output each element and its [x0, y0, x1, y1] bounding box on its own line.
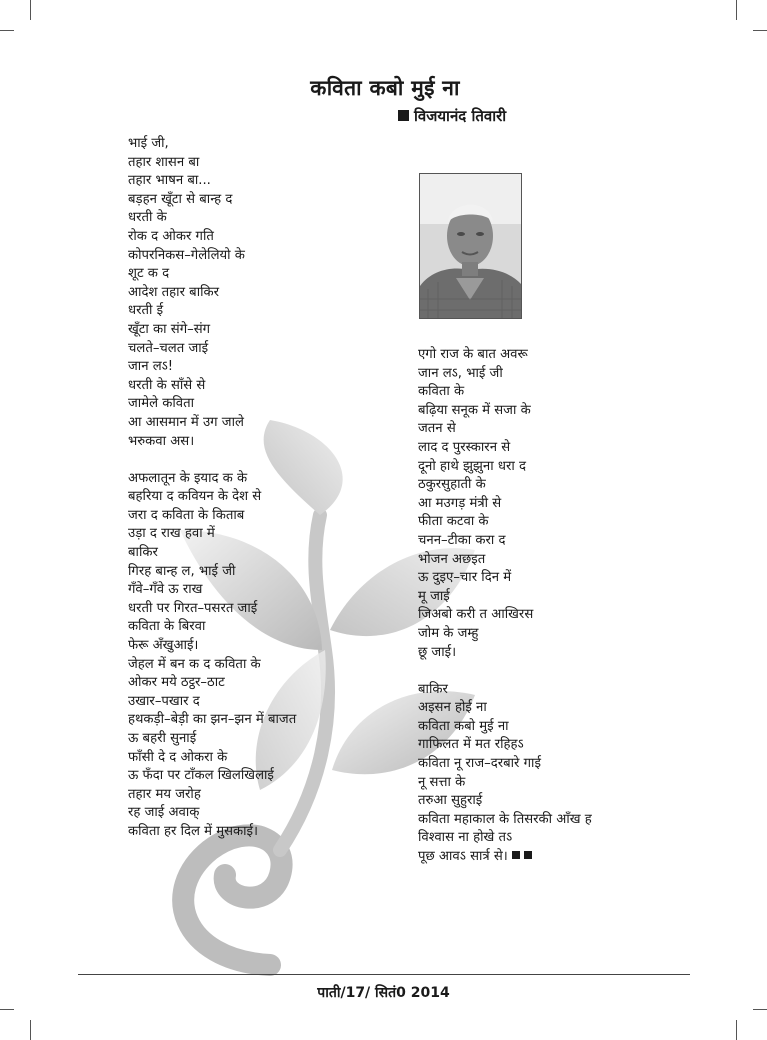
crop-mark	[30, 1020, 31, 1040]
poem-line: चलते–चलत जाई	[128, 340, 209, 356]
poem-line: तरुआ सुहुराई	[418, 793, 483, 809]
end-mark-icon	[512, 851, 520, 859]
poem-line: ओकर मये ठट्ठर–ठाट	[128, 675, 225, 691]
poem-line: दूनो हाथे झुझुना धरा द	[418, 458, 526, 474]
poem-line: धरती ई	[128, 303, 164, 319]
poem-line: बढ़िया सनूक में सजा के	[418, 402, 531, 418]
stanza	[128, 470, 296, 842]
poem-line: जतन से	[418, 421, 456, 437]
poem-line: खूँटा का संगे–संग	[128, 321, 211, 337]
poem-line: लाद द पुरस्कारन से	[418, 439, 511, 455]
poem-line: फाँसी दे द ओकरा के	[128, 749, 228, 765]
author-byline	[398, 106, 506, 126]
poem-line	[418, 848, 592, 867]
poem-line: रोक द ओकर गति	[128, 228, 214, 244]
poem-line: तहार मय जरोह	[128, 786, 201, 802]
stanza	[418, 346, 592, 662]
portrait-image	[420, 174, 521, 318]
page-footer: पाती/17/ सितं0 2014	[317, 985, 450, 1001]
poem-line: जान लऽ!	[128, 359, 174, 375]
bullet-square-icon	[398, 110, 409, 121]
poem-line: धरती के साँसे से	[128, 377, 206, 393]
poem-line: कविता के बिरवा	[128, 619, 206, 635]
poem-line: ऊ फँदा पर टाँकल खिलखिलाई	[128, 768, 274, 784]
poem-line: फीता कटवा के	[418, 514, 489, 530]
crop-mark	[30, 0, 31, 20]
poem-line: कविता हर दिल में मुसकाई।	[128, 823, 259, 839]
poem-line: आदेश तहार बाकिर	[128, 284, 220, 300]
poem-line: नू सत्ता के	[418, 774, 466, 790]
poem-line: छू जाई।	[418, 644, 457, 660]
poem-line: जामेले कविता	[128, 396, 195, 412]
poem-line: जरा द कविता के किताब	[128, 507, 245, 523]
author-photo	[419, 173, 522, 319]
poem-line: चनन–टीका करा द	[418, 532, 506, 548]
poem-line: गँवे–गँवे ऊ राख	[128, 582, 203, 598]
poem-line-text: पूछ आवऽ सार्त्र से।	[418, 849, 508, 865]
poem-line: जेहल में बन क द कविता के	[128, 656, 261, 672]
poem-line: उखार–पखार द	[128, 693, 200, 709]
poem-line: कविता कबो मुई ना	[418, 718, 509, 734]
poem-line: तहार शासन बा	[128, 154, 200, 170]
poem-line: कोपरनिकस–गेलेलियो के	[128, 247, 245, 263]
poem-line: जान लऽ, भाई जी	[418, 365, 503, 381]
crop-mark	[736, 0, 737, 20]
crop-mark	[753, 30, 767, 31]
poem-line: रह जाई अवाक्	[128, 805, 200, 821]
poem-line: धरती के	[128, 210, 167, 226]
crop-mark	[736, 1020, 737, 1040]
crop-mark	[0, 30, 14, 31]
poem-line: भोजन अछइत	[418, 551, 486, 567]
poem-line: बहरिया द कवियन के देश से	[128, 489, 262, 505]
crop-mark	[0, 1009, 14, 1010]
poem-line: गाफिलत में मत रहिहऽ	[418, 737, 524, 753]
poem-line: ऊ दुइए–चार दिन में	[418, 570, 512, 586]
poem-line: विश्वास ना होखे तऽ	[418, 830, 513, 846]
left-column	[128, 135, 296, 860]
poem-line: बाकिर	[128, 545, 158, 561]
poem-line: अफलातून के इयाद क के	[128, 470, 248, 486]
poem-line: शूट क द	[128, 266, 170, 282]
poem-line: बड़हन खूँटा से बान्ह द	[128, 191, 233, 207]
poem-line: कविता नू राज–दरबारे गाई	[418, 756, 541, 772]
poem-line: तहार भाषन बा...	[128, 173, 211, 189]
poem-line: जोम के जम्हु	[418, 625, 479, 641]
poem-line: बाकिर	[418, 681, 448, 697]
poem-line: कविता महाकाल के तिसरकी आँख ह	[418, 811, 592, 827]
crop-mark	[753, 1009, 767, 1010]
poem-line: उड़ा द राख हवा में	[128, 526, 215, 542]
poem-line: मू जाई	[418, 588, 450, 604]
stanza	[128, 135, 296, 451]
poem-line: भरुकवा अस।	[128, 433, 195, 449]
poem-line: अइसन होई ना	[418, 700, 487, 716]
poem-line: कविता के	[418, 384, 465, 400]
poem-line: आ आसमान में उग जाले	[128, 414, 244, 430]
poem-line: ठकुरसुहाती के	[418, 477, 486, 493]
footer-rule	[78, 974, 690, 975]
poem-line: एगो राज के बात अवरू	[418, 347, 528, 362]
poem-line: धरती पर गिरत–पसरत जाई	[128, 600, 258, 616]
poem-title: कविता कबो मुई ना	[310, 76, 460, 100]
poem-line: ऊ बहरी सुनाई	[128, 731, 197, 746]
poem-line: गिरह बान्ह ल, भाई जी	[128, 563, 236, 579]
poem-line: भाई जी,	[128, 136, 169, 151]
poem-line: फेरू अँखुआई।	[128, 638, 199, 654]
end-mark-icon	[524, 851, 532, 859]
stanza	[418, 681, 592, 867]
poem-line: हथकड़ी–बेड़ी का झन–झन में बाजत	[128, 712, 297, 728]
author-name: विजयानंद तिवारी	[414, 107, 507, 125]
poem-line: आ मउगड़ मंत्री से	[418, 495, 502, 511]
poem-line: जिअबो करी त आखिरस	[418, 607, 534, 623]
right-column	[418, 346, 592, 885]
